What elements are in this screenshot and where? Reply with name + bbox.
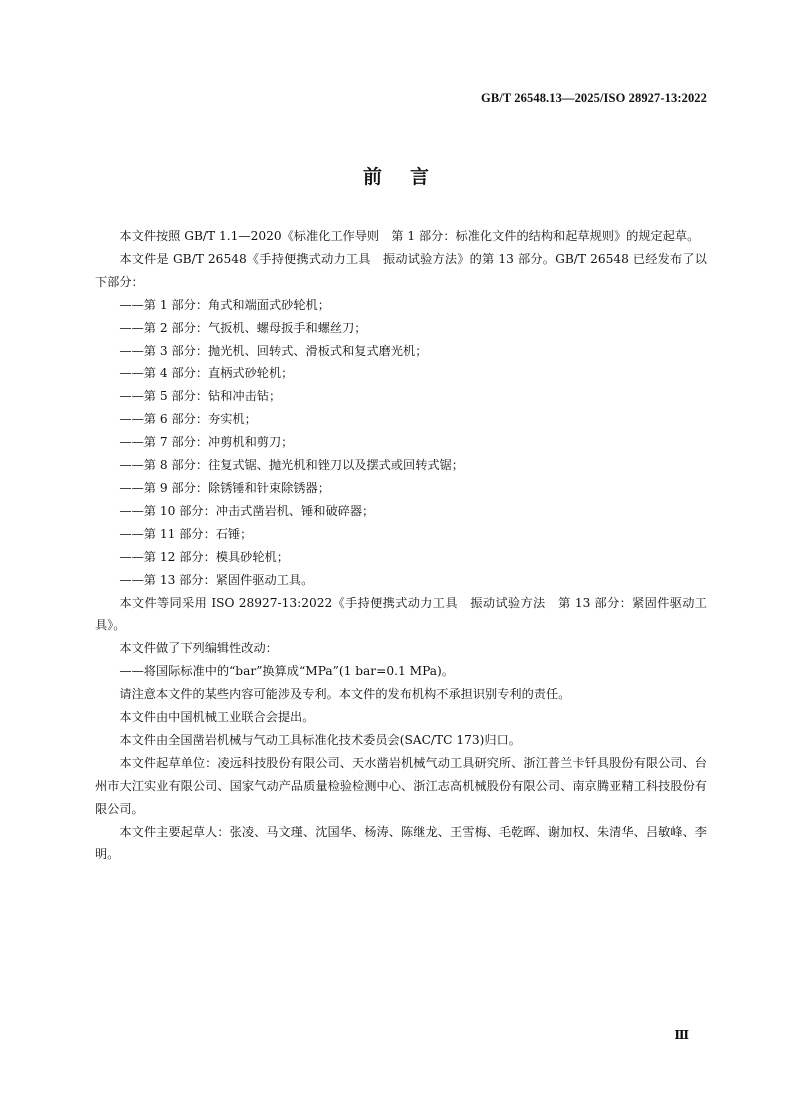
list-item: ——第 1 部分：角式和端面式砂轮机； xyxy=(119,297,330,312)
list-item: ——第 13 部分：紧固件驱动工具。 xyxy=(119,572,314,587)
list-item: ——第 5 部分：钻和冲击钻； xyxy=(119,389,282,404)
paragraph-patent-notice: 请注意本文件的某些内容可能涉及专利。本文件的发布机构不承担识别专利的责任。 xyxy=(119,687,571,702)
paragraph-drafters: 本文件主要起草人：张凌、马文瑾、沈国华、杨涛、陈继龙、王雪梅、毛乾晖、谢加权、朱清华、吕敏峰、李明。 xyxy=(95,824,707,862)
list-item: ——第 7 部分：冲剪机和剪刀； xyxy=(119,435,294,450)
list-item: ——第 6 部分：夯实机； xyxy=(119,412,257,427)
list-item: ——第 11 部分：石锤； xyxy=(119,526,253,541)
document-code: GB/T 26548.13—2025/ISO 28927-13:2022 xyxy=(481,91,707,105)
list-item: ——第 8 部分：往复式锯、抛光机和锉刀以及摆式或回转式锯； xyxy=(119,458,464,473)
paragraph-drafting-rules: 本文件按照 GB/T 1.1—2020《标准化工作导则 第 1 部分：标准化文件的结构和起草规则》的规定起草。 xyxy=(119,229,700,243)
list-item: ——第 2 部分：气扳机、螺母扳手和螺丝刀； xyxy=(119,320,367,335)
paragraph-editorial-changes: 本文件做了下列编辑性改动： xyxy=(119,641,278,656)
body-content xyxy=(95,225,707,866)
page-title: 前言 xyxy=(362,166,457,188)
list-item: ——第 12 部分：模具砂轮机； xyxy=(119,549,289,564)
list-item: ——第 3 部分：抛光机、回转式、滑板式和复式磨光机； xyxy=(119,343,428,358)
paragraph-series-intro: 本文件是 GB/T 26548《手持便携式动力工具 振动试验方法》的第 13 部分。GB/T 26548 已经发布了以下部分： xyxy=(95,251,707,289)
paragraph-proposer: 本文件由中国机械工业联合会提出。 xyxy=(119,710,315,725)
page-number: Ⅲ xyxy=(674,1028,689,1042)
paragraph-committee: 本文件由全国凿岩机械与气动工具标准化技术委员会(SAC/TC 173)归口。 xyxy=(119,732,521,747)
paragraph-drafting-units: 本文件起草单位：凌远科技股份有限公司、天水凿岩机械气动工具研究所、浙江普兰卡钎具股份有限公司、台州市大江实业有限公司、国家气动产品质量检验检测中心、浙江志高机械股份有限公司、南京腾亚精工科技股份有限公司。 xyxy=(95,755,707,816)
list-item-editorial-change: ——将国际标准中的“bar”换算成“MPa”(1 bar=0.1 MPa)。 xyxy=(119,664,454,679)
list-item: ——第 10 部分：冲击式凿岩机、锤和破碎器； xyxy=(119,503,375,518)
list-item: ——第 4 部分：直柄式砂轮机； xyxy=(119,366,294,381)
paragraph-adoption: 本文件等同采用 ISO 28927-13:2022《手持便携式动力工具 振动试验方法 第 13 部分：紧固件驱动工具》。 xyxy=(95,595,707,633)
list-item: ——第 9 部分：除锈锤和针束除锈器； xyxy=(119,480,330,495)
